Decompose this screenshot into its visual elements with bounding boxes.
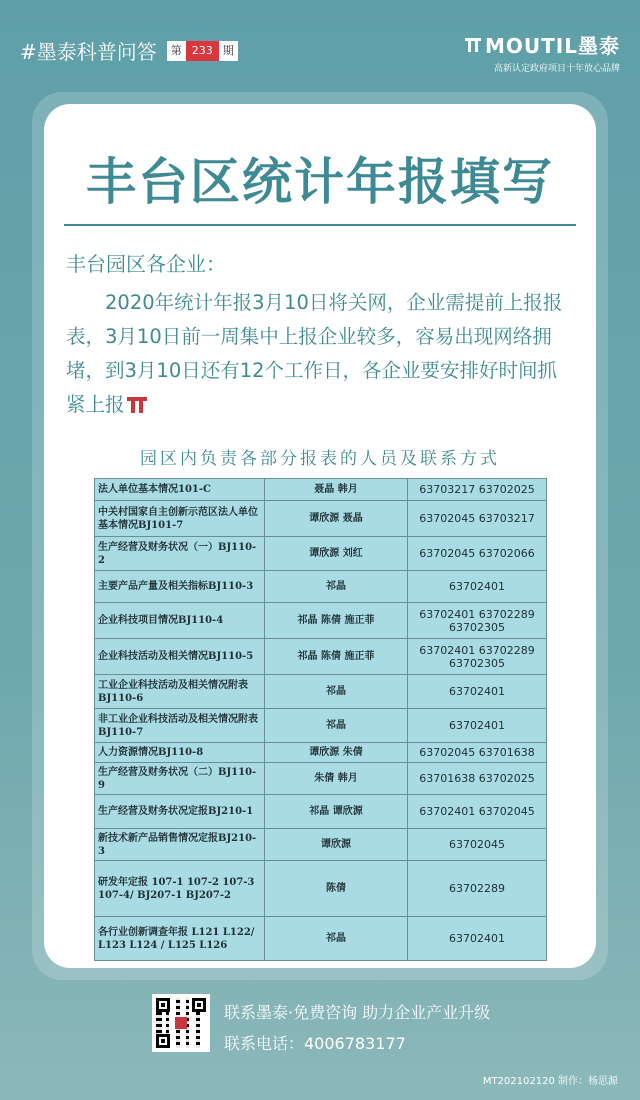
report-name-cell: 企业科技项目情况BJ110-4 [95,603,265,639]
moutil-logo-icon [465,38,481,52]
table-row [95,571,547,603]
body-paragraph [66,286,576,422]
table-row [95,501,547,537]
phone-number-cell: 63702401 63702289 63702305 [408,639,547,675]
contact-person-cell: 朱倩 韩月 [265,763,408,795]
qr-finder [156,998,170,1012]
top-bar [0,0,640,80]
report-name-cell: 主要产品产量及相关指标BJ110-3 [95,571,265,603]
table-title: 园区内负责各部分报表的人员及联系方式 [140,449,500,469]
table-row [95,709,547,743]
phone-number-cell: 63702401 [408,571,547,603]
title-divider [64,224,576,226]
report-name-cell: 生产经营及财务状况（二）BJ110-9 [95,763,265,795]
table-row [95,639,547,675]
brand-name: MOUTIL墨泰 [485,34,620,58]
issue-suffix: 期 [219,41,238,61]
contacts-table-body [95,479,547,961]
table-row [95,795,547,829]
contact-person-cell: 谭欣源 聂晶 [265,501,408,537]
table-row [95,917,547,961]
contact-person-cell: 谭欣源 [265,829,408,861]
page-title: 丰台区统计年报填写 [86,153,554,211]
phone-number-cell: 63702045 [408,829,547,861]
report-name-cell: 工业企业科技活动及相关情况附表BJ110-6 [95,675,265,709]
table-row [95,675,547,709]
table-row [95,537,547,571]
body-text: 2020年统计年报3月10日将关网，企业需提前上报报表，3月10日前一周集中上报企业较多，容易出现网络拥堵，到3月10日还有12个工作日，各企业要安排好时间抓紧上报 [66,291,563,416]
phone-number-cell: 63702401 [408,675,547,709]
report-name-cell: 研发年定报 107-1 107-2 107-3 107-4/ BJ207-1 BJ207-2 [95,861,265,917]
report-name-cell: 各行业创新调查年报 L121 L122/ L123 L124 / L125 L126 [95,917,265,961]
phone-number-cell: 63702401 [408,709,547,743]
contact-person-cell: 祁晶 谭欣源 [265,795,408,829]
qr-finder [156,1034,170,1048]
report-name-cell: 法人单位基本情况101-C [95,479,265,501]
contact-person-cell: 祁晶 陈倩 施正菲 [265,639,408,675]
contact-person-cell: 祁晶 [265,709,408,743]
brand-tagline: 高新认定政府项目十年放心品牌 [493,64,620,74]
footer-phone[interactable]: 联系电话：4006783177 [224,1034,406,1053]
report-name-cell: 企业科技活动及相关情况BJ110-5 [95,639,265,675]
brand-logo [465,30,620,74]
issue-number: 233 [186,41,219,61]
table-row [95,763,547,795]
series-name: #墨泰科普问答 [20,40,157,64]
qr-finder [192,998,206,1012]
report-name-cell: 人力资源情况BJ110-8 [95,743,265,763]
table-row [95,743,547,763]
contacts-table [94,478,546,950]
phone-number-cell: 63702401 [408,917,547,961]
moutil-logo-icon [127,397,147,413]
report-name-cell: 新技术新产品销售情况定报BJ210-3 [95,829,265,861]
contact-person-cell: 祁晶 陈倩 施正菲 [265,603,408,639]
phone-number-cell: 63702401 63702289 63702305 [408,603,547,639]
contact-person-cell: 陈倩 [265,861,408,917]
contact-person-cell: 聂晶 韩月 [265,479,408,501]
issue-prefix: 第 [167,41,186,61]
phone-number-cell: 63703217 63702025 [408,479,547,501]
phone-number-cell: 63702045 63702066 [408,537,547,571]
qr-center-logo [175,1017,187,1029]
report-name-cell: 中关村国家自主创新示范区法人单位基本情况BJ101-7 [95,501,265,537]
report-name-cell: 非工业企业科技活动及相关情况附表BJ110-7 [95,709,265,743]
phone-number-cell: 63702045 63701638 [408,743,547,763]
contact-person-cell: 祁晶 [265,571,408,603]
table-row [95,829,547,861]
footer-slogan: 联系墨泰·免费咨询 助力企业产业升级 [224,1003,491,1022]
greeting: 丰台园区各企业： [66,252,226,276]
phone-number-cell: 63702045 63703217 [408,501,547,537]
phone-number-cell: 63701638 63702025 [408,763,547,795]
contact-person-cell: 祁晶 [265,917,408,961]
table-row [95,861,547,917]
report-name-cell: 生产经营及财务状况（一）BJ110-2 [95,537,265,571]
phone-number-cell: 63702401 63702045 [408,795,547,829]
series-label [20,36,238,65]
footer-credit: MT202102120 制作：杨思源 [482,1076,618,1087]
contact-person-cell: 谭欣源 刘红 [265,537,408,571]
contact-person-cell: 谭欣源 朱倩 [265,743,408,763]
report-name-cell: 生产经营及财务状况定报BJ210-1 [95,795,265,829]
phone-number-cell: 63702289 [408,861,547,917]
table-row [95,603,547,639]
contact-person-cell: 祁晶 [265,675,408,709]
qr-code-icon[interactable] [152,994,210,1052]
issue-badge [167,41,238,61]
table-row [95,479,547,501]
